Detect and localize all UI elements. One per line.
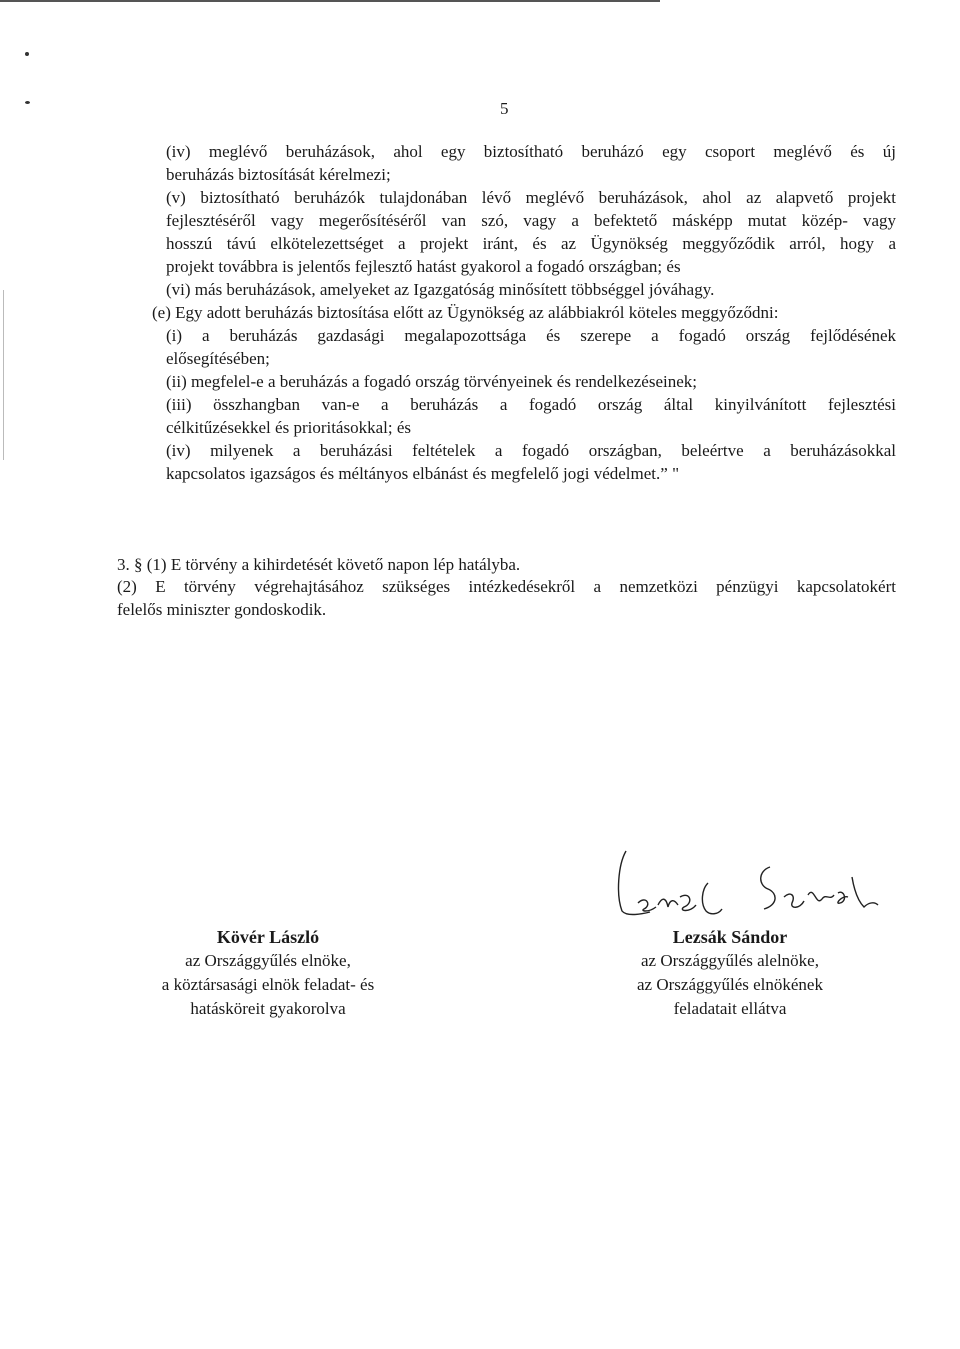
signatory-title: az Országgyűlés elnöke,	[185, 951, 351, 970]
scan-margin-mark	[3, 290, 4, 460]
text-line: (i) a beruházás gazdasági megalapozottsága és szerepe a fogadó ország fejlődésének	[166, 326, 896, 345]
text-line: (iv) meglévő beruházások, ahol egy biztosítható beruházó egy csoport meglévő és új	[166, 142, 896, 161]
signatory-title: feladatait ellátva	[673, 999, 787, 1018]
signatory-title: a köztársasági elnök feladat- és	[161, 975, 375, 994]
scan-edge-line	[0, 0, 660, 2]
text-line: hosszú távú elkötelezettséget a projekt iránt, és az Ügynökség meggyőződik arról, hogy a	[166, 234, 896, 253]
page-number: 5	[500, 99, 509, 118]
signatory-title: az Országgyűlés elnökének	[637, 975, 823, 994]
text-line: (ii) megfelel-e a beruházás a fogadó ország törvényeinek és rendelkezéseinek;	[166, 372, 697, 391]
signatory-title: hatásköreit gyakorolva	[190, 999, 346, 1018]
signatory-title: az Országgyűlés alelnöke,	[641, 951, 819, 970]
text-line: (vi) más beruházások, amelyeket az Igazgatóság minősített többséggel jóváhagy.	[166, 280, 715, 299]
text-line: (e) Egy adott beruházás biztosítása előtt az Ügynökség az alábbiakról köteles meggyőződni:	[152, 303, 779, 322]
text-line: beruházás biztosítását kérelmezi;	[166, 165, 391, 184]
signatory-name: Kövér László	[216, 927, 320, 947]
text-line: elősegítésében;	[166, 349, 270, 368]
scan-speck	[25, 52, 29, 56]
scan-speck	[25, 101, 30, 104]
signature-block-right	[580, 925, 880, 1021]
text-line: (iv) milyenek a beruházási feltételek a fogadó országban, beleértve a beruházásokkal	[166, 441, 896, 460]
text-line: kapcsolatos igazságos és méltányos elbánást és megfelelő jogi védelmet.” "	[166, 464, 680, 483]
handwritten-signature	[608, 845, 883, 920]
section-3-paragraph-2-continued: felelős miniszter gondoskodik.	[117, 600, 327, 619]
section-3-paragraph-1: 3. § (1) E törvény a kihirdetését követő napon lép hatályba.	[117, 555, 521, 574]
signature-block-left	[118, 925, 418, 1021]
text-line: célkitűzésekkel és prioritásokkal; és	[166, 418, 411, 437]
text-line: (iii) összhangban van-e a beruházás a fogadó ország által kinyilvánított fejlesztési	[166, 395, 896, 414]
text-line: fejlesztéséről vagy megerősítéséről van szó, vagy a befektető másképp mutat közép- vagy	[166, 211, 896, 230]
text-line: projekt továbbra is jelentős fejlesztő hatást gyakorol a fogadó országban; és	[166, 257, 681, 276]
signatory-name: Lezsák Sándor	[672, 927, 788, 947]
text-line: (v) biztosítható beruházók tulajdonában lévő meglévő beruházások, ahol az alapvető projekt	[166, 188, 896, 207]
section-3-paragraph-2: (2) E törvény végrehajtásához szükséges intézkedésekről a nemzetközi pénzügyi kapcsolatokért	[117, 577, 896, 596]
